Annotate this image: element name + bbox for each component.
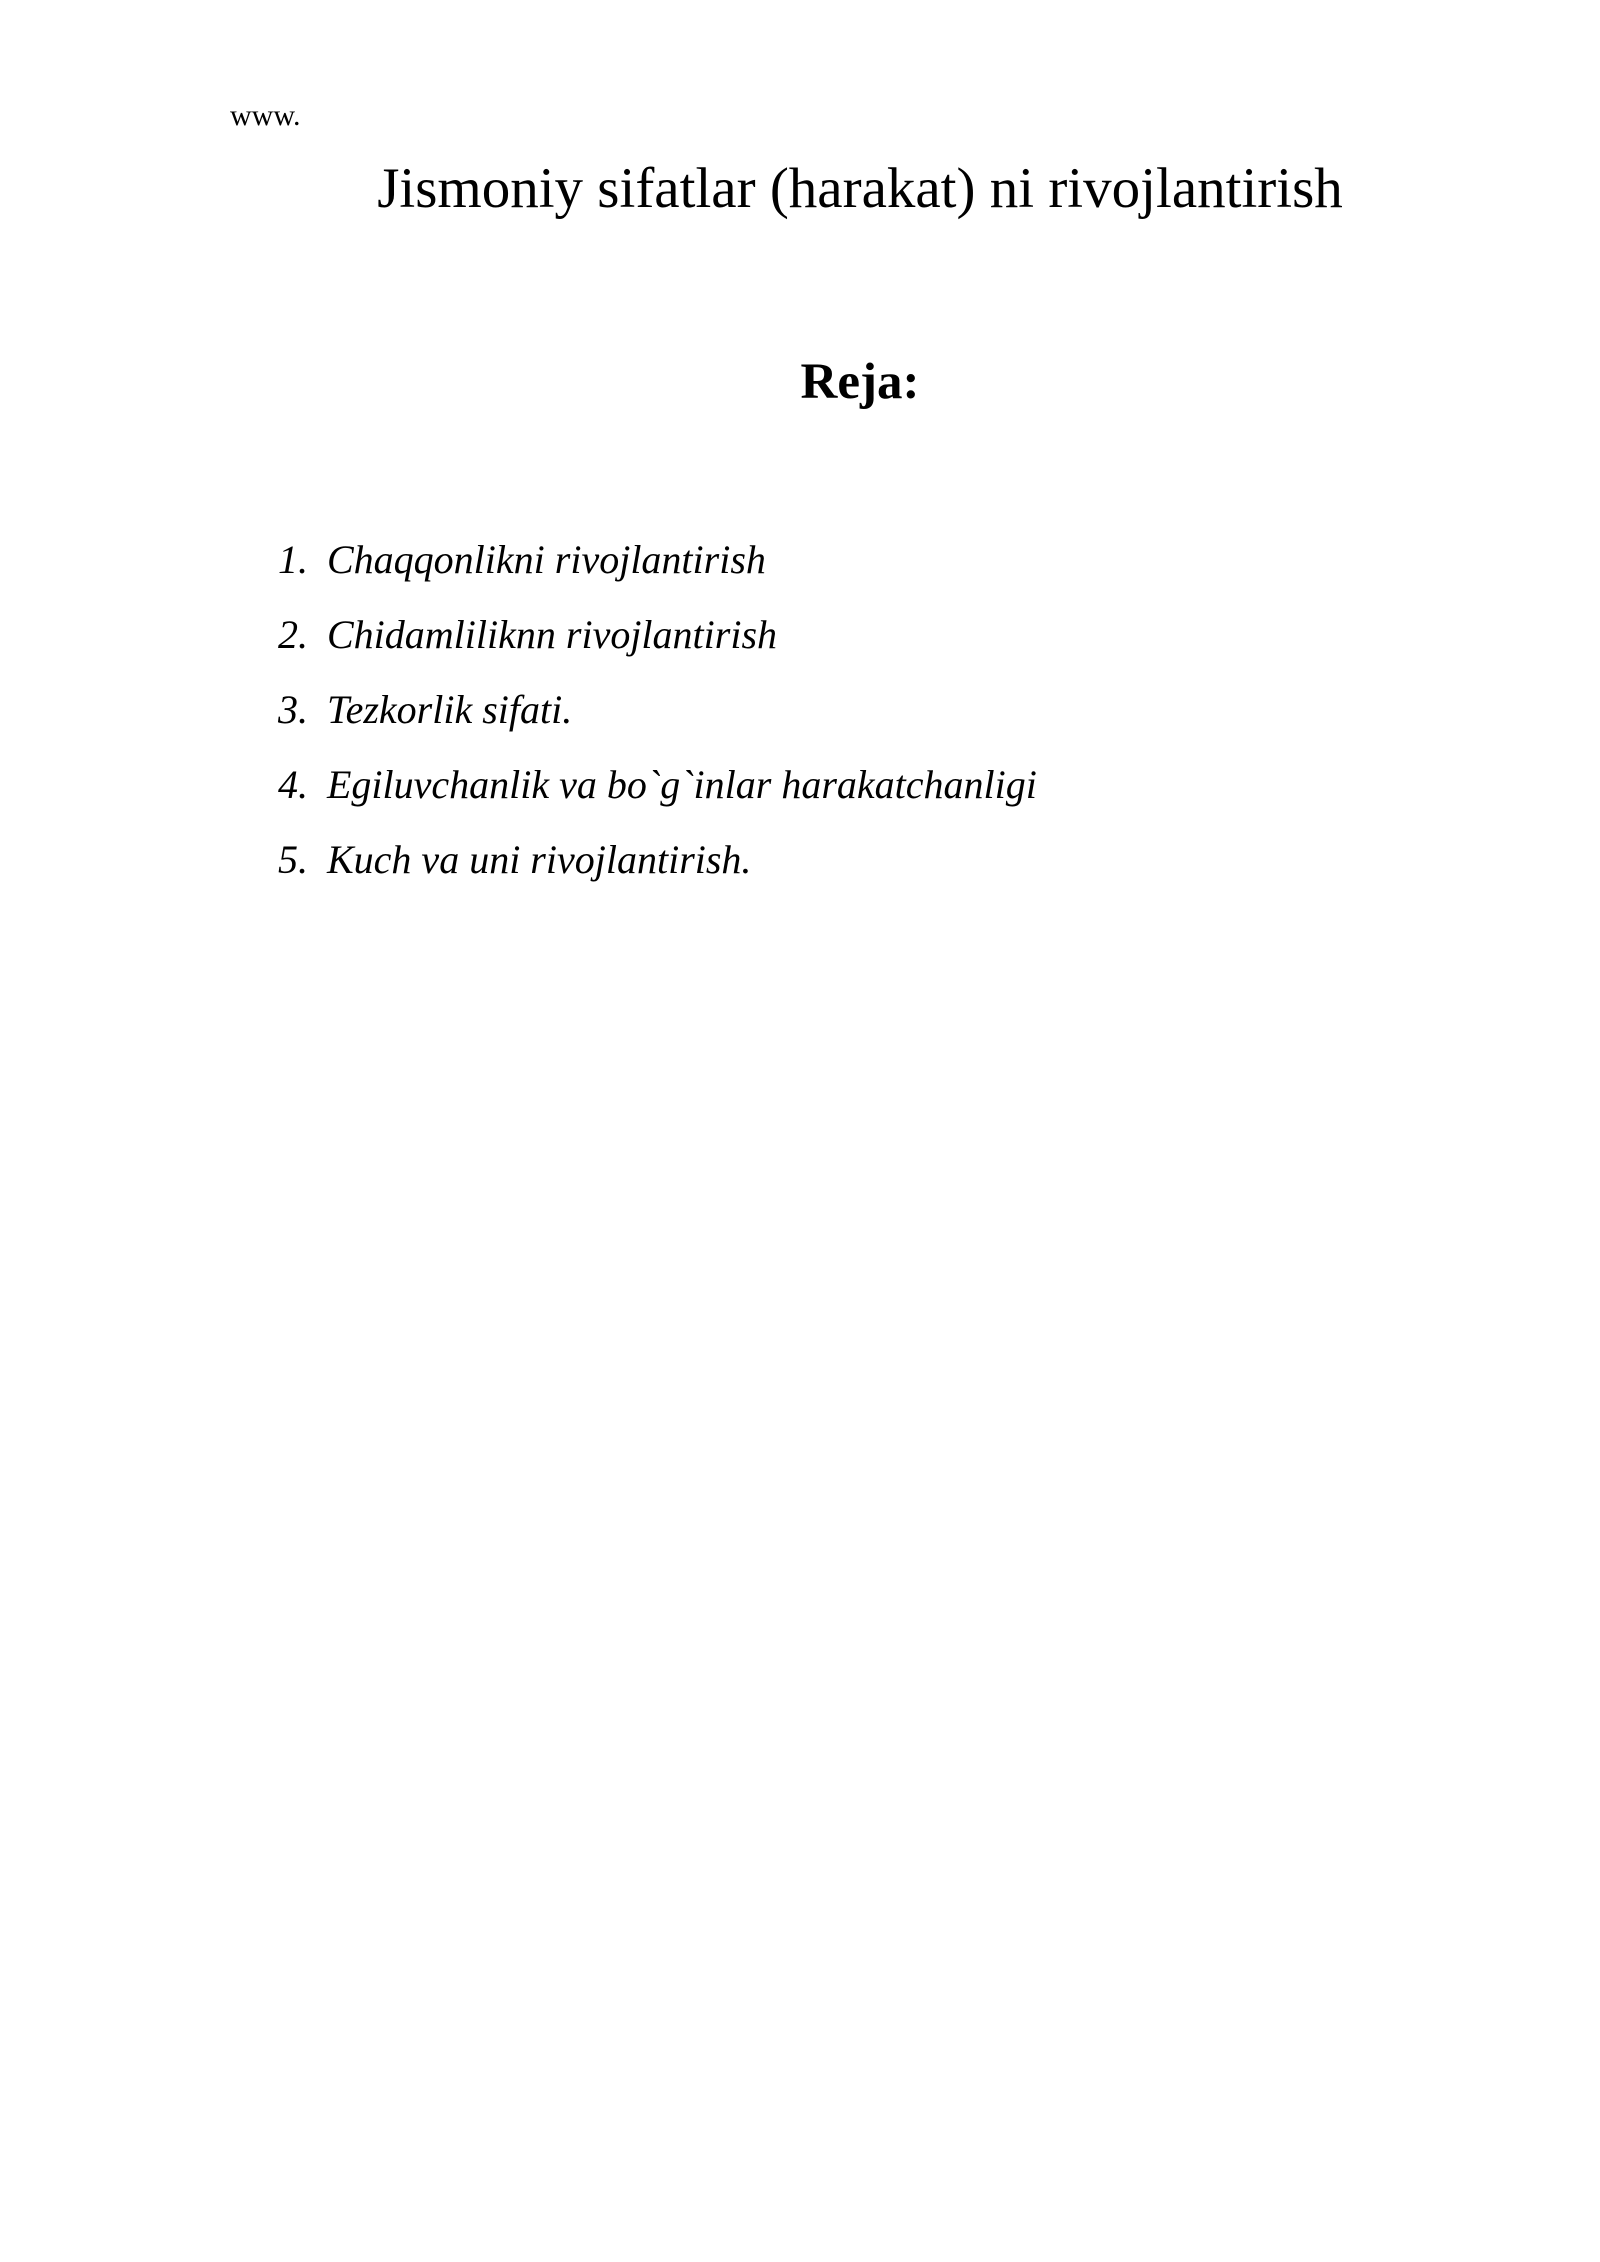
plan-item-text: Chaqqonlikni rivojlantirish [327,537,766,582]
plan-item-text: Chidamliliknn rivojlantirish [327,612,778,657]
document-title: Jismoniy sifatlar (harakat) ni rivojlantirish [377,157,1343,220]
plan-item-text: Kuch va uni rivojlantirish. [327,837,752,882]
plan-item-text: Egiluvchanlik va bo`g`inlar harakatchanligi [327,762,1037,807]
plan-item-number: 3. [278,687,308,732]
plan-heading: Reja: [800,354,920,410]
plan-item-number: 2. [278,612,308,657]
header-url-text: www. [230,99,301,132]
plan-item-text: Tezkorlik sifati. [327,687,573,732]
plan-item-number: 4. [278,762,308,807]
plan-item-number: 5. [278,837,308,882]
plan-item-number: 1. [278,537,308,582]
